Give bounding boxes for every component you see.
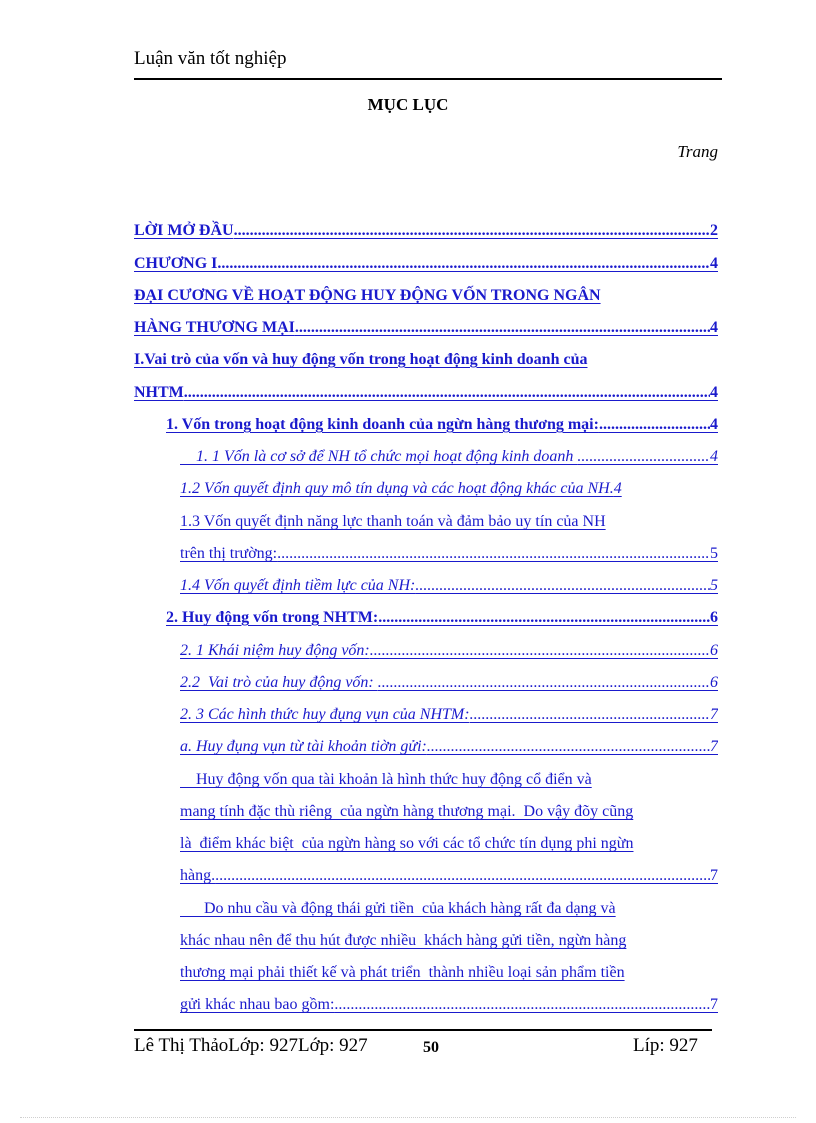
toc-entry-text: 1. Vốn trong hoạt động kinh doanh của ngừn hàng thương mại:: [166, 416, 599, 433]
toc-entry-text: gửi khác nhau bao gồm:: [180, 996, 335, 1013]
page-column-label: Trang: [677, 142, 718, 161]
toc-entry-para-2-line-2[interactable]: [180, 930, 718, 952]
toc-entry-text: 1.3 Vốn quyết định năng lực thanh toán và đảm bảo uy tín của NH: [180, 513, 606, 530]
toc-entry-page: 6: [710, 642, 718, 659]
toc-leader-dots: [184, 382, 710, 404]
toc-entry-page: 6: [710, 609, 718, 626]
toc-entry-text: 2. 1 Khái niệm huy động vốn:: [180, 642, 370, 659]
toc-entry-para-2-line-4[interactable]: [180, 994, 718, 1016]
toc-leader-dots: [427, 736, 710, 758]
toc-entry-nhtm[interactable]: [134, 382, 718, 404]
toc-entry-text: mang tính đặc thù riêng của ngừn hàng thương mại. Do vậy đõy cũng: [180, 803, 634, 820]
toc-entry-text: LỜI MỞ ĐẦU: [134, 222, 234, 239]
toc-entry-text: CHƯƠNG I: [134, 255, 218, 272]
toc-entry-page: 4: [710, 255, 718, 272]
document-title: MỤC LỤC: [367, 95, 449, 114]
toc-leader-dots: [295, 317, 710, 339]
toc-leader-dots: [234, 220, 710, 242]
toc-leader-dots: [217, 253, 710, 275]
toc-entry-page: 7: [710, 738, 718, 755]
toc-entry-a[interactable]: [180, 736, 718, 758]
page-bottom-border: [20, 1117, 796, 1118]
toc-leader-dots: [277, 543, 710, 565]
toc-entry-text: Do nhu cầu và động thái gửi tiền của khách hàng rất đa dạng và: [180, 900, 616, 917]
footer-author-class: Lê Thị ThảoLớp: 927Lớp: 927: [134, 1035, 368, 1056]
toc-leader-dots: [577, 446, 710, 468]
toc-entry-page: 4: [710, 384, 718, 401]
header-divider: [134, 78, 722, 80]
toc-entry-1-2[interactable]: [180, 478, 718, 500]
toc-leader-dots: [370, 640, 710, 662]
toc-entry-text: Huy động vốn qua tài khoản là hình thức huy động cổ điển và: [180, 771, 592, 788]
toc-entry-vai-tro-von[interactable]: [134, 349, 718, 371]
toc-leader-dots: [215, 865, 710, 887]
toc-entry-para-1-line-2[interactable]: [180, 801, 718, 823]
toc-entry-loi-mo-dau[interactable]: [134, 220, 718, 242]
footer-class: Líp: 927: [633, 1035, 698, 1056]
toc-entry-page: 5: [710, 545, 718, 562]
toc-entry-text: hàng.: [180, 867, 216, 884]
toc-entry-para-2-line-1[interactable]: [180, 898, 718, 920]
toc-entry-text: ĐẠI CƯƠNG VỀ HOẠT ĐỘNG HUY ĐỘNG VỐN TRONG NGÂN: [134, 287, 601, 304]
toc-entry-2-1[interactable]: [180, 640, 718, 662]
toc-entry-text: 2. 3 Các hình thức huy đụng vụn của NHTM:: [180, 706, 470, 723]
toc-entry-para-2-line-3[interactable]: [180, 962, 718, 984]
toc-entry-page: 4: [710, 319, 718, 336]
toc-leader-dots: [599, 414, 710, 436]
toc-entry-text: I.Vai trò của vốn và huy động vốn trong hoạt động kinh doanh của: [134, 351, 588, 368]
toc-entry-text: NHTM: [134, 384, 184, 401]
toc-entry-text: thương mại phải thiết kế và phát triển thành nhiều loại sản phẩm tiền: [180, 964, 625, 981]
toc-entry-page: 2: [710, 222, 718, 239]
toc-entry-page: 4: [613, 480, 622, 497]
footer-page-number: 50: [423, 1039, 439, 1056]
toc-entry-dai-cuong[interactable]: [134, 285, 718, 307]
toc-entry-chuong-1[interactable]: [134, 253, 718, 275]
toc-entry-text: 1. 1 Vốn là cơ sở để NH tổ chức mọi hoạt động kinh doanh: [180, 448, 578, 465]
toc-entry-page: 7: [710, 706, 718, 723]
toc-entry-1-1[interactable]: [180, 446, 718, 468]
toc-entry-page: 5: [710, 577, 718, 594]
toc-entry-para-1-line-3[interactable]: [180, 833, 718, 855]
toc-entry-page: 7: [710, 996, 718, 1013]
toc-leader-dots: [415, 575, 710, 597]
toc-entry-text: HÀNG THƯƠNG MẠI: [134, 319, 295, 336]
toc-entry-1[interactable]: [166, 414, 718, 436]
toc-leader-dots: [378, 672, 710, 694]
toc-entry-text: khác nhau nên để thu hút được nhiều khách hàng gửi tiền, ngừn hàng: [180, 932, 627, 949]
toc-entry-text: 1.2 Vốn quyết định quy mô tín dụng và các hoạt động khác của NH.: [180, 480, 614, 497]
toc-entry-text: 2.2 Vai trò của huy động vốn:: [180, 674, 378, 691]
toc-entry-text: trên thị trường:: [180, 545, 278, 562]
toc-entry-2-3[interactable]: [180, 704, 718, 726]
toc-entry-dai-cuong-cont[interactable]: [134, 317, 718, 339]
toc-entry-text: 2. Huy động vốn trong NHTM:: [166, 609, 379, 626]
toc-entry-2[interactable]: [166, 607, 718, 629]
toc-entry-page: 4: [710, 448, 718, 465]
toc-entry-2-2[interactable]: [180, 672, 718, 694]
toc-leader-dots: [378, 607, 710, 629]
toc-leader-dots: [334, 994, 710, 1016]
toc-entry-para-1-line-1[interactable]: [180, 769, 718, 791]
toc-entry-1-3-cont[interactable]: [180, 543, 718, 565]
toc-entry-text: a. Huy đụng vụn từ tài khoản tiờn gửi:: [180, 738, 427, 755]
toc-leader-dots: [470, 704, 710, 726]
footer-divider: [134, 1029, 712, 1031]
toc-entry-text: là điểm khác biệt của ngừn hàng so với các tổ chức tín dụng phi ngừn: [180, 835, 634, 852]
toc-entry-page: 7: [710, 867, 718, 884]
toc-entry-page: 4: [710, 416, 718, 433]
toc-entry-page: 6: [710, 674, 718, 691]
toc-entry-para-1-line-4[interactable]: [180, 865, 718, 887]
toc-entry-1-4[interactable]: [180, 575, 718, 597]
toc-entry-1-3[interactable]: [180, 511, 718, 533]
header-title: Luận văn tốt nghiệp: [134, 48, 287, 69]
toc-entry-text: 1.4 Vốn quyết định tiềm lực của NH:: [180, 577, 416, 594]
